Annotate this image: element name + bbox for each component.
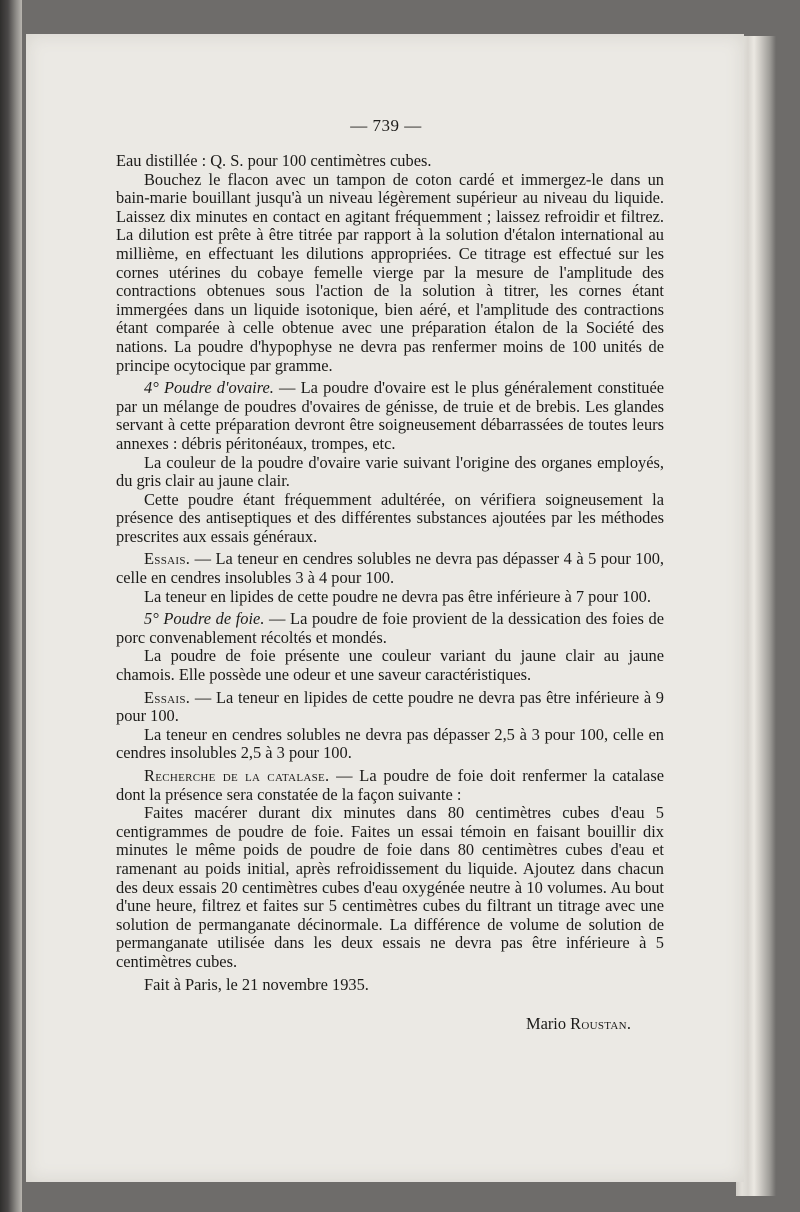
signature-first-name: Mario <box>526 1014 571 1033</box>
paragraph-text: — La poudre d'ovaire est le plus généralement constituée par un mélange de poudres d'ovaires de génisse, de truie et de brebis. Les glandes servant à cette préparation devront être soigneusement débarrassées de toutes leurs annexes : débris péritonéaux, trompes, etc. <box>116 378 664 453</box>
section-heading-catalase: Recherche de la catalase. <box>144 766 330 785</box>
page-number: — 739 — <box>350 116 422 135</box>
paragraph-lipides-ovaire <box>116 588 664 607</box>
paragraph-text: — La poudre de foie doit renfermer la catalase dont la présence sera constatée de la façon suivante : <box>116 766 664 804</box>
section-heading-essais: Essais. <box>144 549 191 569</box>
paragraph-poudre-foie <box>116 610 664 647</box>
body-text <box>116 152 664 994</box>
paragraph-text: Eau distillée : Q. S. pour 100 centimètres cubes. <box>116 151 432 170</box>
paragraph-macerer <box>116 804 664 971</box>
document-page <box>26 34 744 1182</box>
signature <box>526 1014 631 1034</box>
paragraph-essais-ovaire <box>116 550 664 587</box>
paragraph-adulteree <box>116 491 664 547</box>
paragraph-fait-a-paris <box>116 976 664 995</box>
paragraph-text: La teneur en cendres solubles ne devra pas dépasser 2,5 à 3 pour 100, celle en cendres insolubles 2,5 à 3 pour 100. <box>116 724 664 763</box>
paragraph-text: — La teneur en lipides de cette poudre ne devra pas être inférieure à 9 pour 100. <box>116 687 664 726</box>
paragraph-text: Bouchez le flacon avec un tampon de coton cardé et immergez-le dans un bain-marie bouillant jusqu'à un niveau légèrement supérieur au niveau du liquide. Laissez dix minutes en contact en agitant fréquemment ; laissez refroidir et filtrez. La dilution est prête à être titrée par rapport à la solution d'étalon international au millième, en effectuant les dilutions appropriées. Ce titrage est effectué sur les cornes utérines du cobaye femelle vierge par la mesure de l'amplitude des contractions obtenues sous l'action de la solution à titrer, les cornes étant immergées dans un liquide isotonique, bien aéré, et l'amplitude des contractions étant comparée à celle obtenue avec une préparation étalon de la Société des nations. La poudre d'hypophyse ne devra pas renfermer moins de 100 unités de principe ocytocique par gramme. <box>116 169 664 375</box>
paragraph-couleur-foie <box>116 647 664 684</box>
paragraph-bouchez <box>116 171 664 376</box>
paragraph-eau-distillee <box>116 152 664 171</box>
signature-last-name: Roustan. <box>570 1014 632 1033</box>
paragraph-text: Cette poudre étant fréquemment adultérée, on vérifiera soigneusement la présence des antiseptiques et des différentes substances ajoutées par les méthodes prescrites aux essais généraux. <box>116 489 664 546</box>
paragraph-text: La teneur en lipides de cette poudre ne devra pas être inférieure à 7 pour 100. <box>144 586 651 606</box>
section-heading-poudre-foie: 5° Poudre de foie. <box>144 609 265 629</box>
book-gutter-shadow <box>0 0 22 1212</box>
paragraph-text: Fait à Paris, le 21 novembre 1935. <box>144 974 369 994</box>
paragraph-catalase <box>116 767 664 804</box>
paragraph-couleur-ovaire <box>116 454 664 491</box>
paragraph-text: La couleur de la poudre d'ovaire varie suivant l'origine des organes employés, du gris clair au jaune clair. <box>116 452 664 491</box>
paragraph-text: La poudre de foie présente une couleur variant du jaune clair au jaune chamois. Elle possède une odeur et une saveur caractéristiques. <box>116 646 664 685</box>
paragraph-cendres-foie <box>116 726 664 763</box>
paragraph-essais-foie <box>116 689 664 726</box>
paragraph-text: Faites macérer durant dix minutes dans 80 centimètres cubes d'eau 5 centigrammes de poudre de foie. Faites un essai témoin en faisant bouillir dix minutes le même poids de poudre de foie dans 80 centimètres cubes d'eau et ramenant au poids initial, après refroidissement du liquide. Ajoutez dans chacun des deux essais 20 centimètres cubes d'eau oxygénée neutre à 10 volumes. Au bout d'une heure, filtrez et faites sur 5 centimètres cubes du filtrant un titrage avec une solution de permanganate décinormale. La différence de volume de solution de permanganate utilisée dans les deux essais ne devra pas être inférieure à 5 centimètres cubes. <box>116 803 664 971</box>
section-heading-essais: Essais. <box>144 687 191 707</box>
paragraph-text: — La poudre de foie provient de la dessication des foies de porc convenablement récoltés et mondés. <box>116 609 664 647</box>
section-heading-poudre-ovaire: 4° Poudre d'ovaire. <box>144 378 274 398</box>
paragraph-text: — La teneur en cendres solubles ne devra pas dépasser 4 à 5 pour 100, celle en cendres insolubles 3 à 4 pour 100. <box>116 549 664 588</box>
paragraph-poudre-ovaire <box>116 379 664 453</box>
